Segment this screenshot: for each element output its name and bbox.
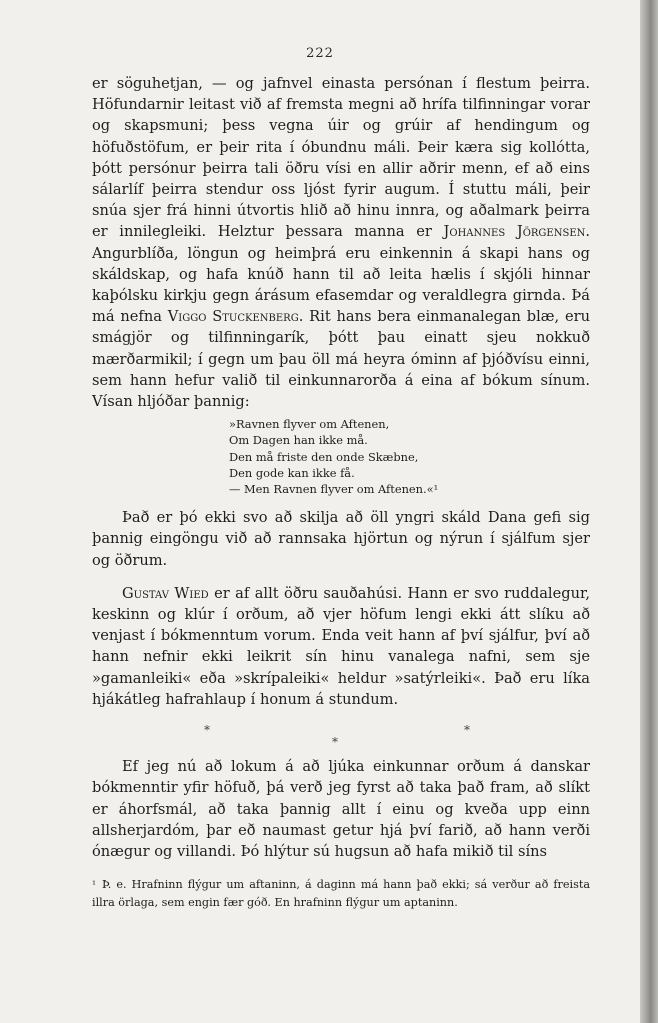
author-name-jorgensen: Johannes Jörgensen bbox=[443, 223, 586, 241]
separator-star: * bbox=[204, 723, 210, 738]
footnote-mark: ¹ bbox=[92, 880, 97, 891]
main-text bbox=[92, 73, 590, 862]
poem-quote bbox=[229, 416, 590, 497]
poem-line: Den må friste den onde Skæbne, bbox=[229, 449, 419, 464]
paragraph-4: Ef jeg nú að lokum á að ljúka einkunnar orðum á danskar bókmenntir yfir höfuð, þá verð jeg fyrst að taka það fram, að slíkt er áhorfsmál, að taka þannig allt í einu og kveða upp einn allsherjardóm, þar eð naumast getur hjá því farið, að hann verði ónægur og villandi. Þó hlýtur sú hugsun að hafa mikið til síns bbox=[92, 758, 590, 860]
page-number: 222 bbox=[306, 46, 334, 61]
separator-star: * bbox=[332, 735, 338, 750]
author-name-stuckenberg: Viggo Stuckenberg bbox=[167, 308, 299, 326]
paragraph-2: Það er þó ekki svo að skilja að öll yngri skáld Dana gefi sig þannig eingöngu við að rannsaka hjörtun og nýrun í sjálfum sjer og öðrum. bbox=[92, 509, 590, 569]
separator-star: * bbox=[464, 723, 470, 738]
poem-line: — Men Ravnen flyver om Aftenen.«¹ bbox=[229, 482, 439, 497]
section-separator bbox=[92, 710, 590, 756]
author-name-wied: Gustav Wied bbox=[122, 584, 209, 602]
poem-line: »Ravnen flyver om Aftenen, bbox=[229, 417, 390, 432]
poem-line: Om Dagen han ikke må. bbox=[229, 433, 368, 448]
poem-line: Den gode kan ikke få. bbox=[229, 465, 355, 480]
paragraph-3: Gustav Wied er af allt öðru sauðahúsi. Hann er svo ruddalegur, keskinn og klúr í orðum, að vjer höfum lengi ekki átt slíku að venjast í bókmenntum vorum. Enda veit hann af því sjálfur, því að hann nefnir ekki leikrit sín hinu vanalega nafni, sem sje »gamanleiki« eða »skrípaleiki« heldur »satýrleiki«. Það eru líka hjákátleg hafrahlaup í honum á stundum. bbox=[92, 584, 590, 708]
footnote-text: Þ. e. Hrafninn flýgur um aftaninn, á daginn má hann það ekki; sá verður að freista illra örlaga, sem engin fær góð. En hrafninn flýgur um aptaninn. bbox=[92, 878, 590, 909]
paragraph-1: er söguhetjan, — og jafnvel einasta persónan í flestum þeirra. Höfundarnir leitast við af fremsta megni að hrífa tilfinningar vorar og skapsmuni; þess vegna úir og grúir af hendingum og höfuðstöfum, er þeir rita í óbundnu máli. Þeir kæra sig kollótta, þótt persónur þeirra tali öðru vísi en allir aðrir menn, ef að eins sálarlíf þeirra stendur oss ljóst fyrir augum. Í stuttu máli, þeir snúa sjer frá hinni útvortis hlið að hinu innra, og aðalmark þeirra er innilegleiki. Helztur þessara manna er Johannes Jörgensen. Angurblíða, löngun og heimþrá eru einkennin á skapi hans og skáldskap, og hafa knúð hann til að leita hælis í skjóli hinnar kaþólsku kirkju gegn árásum efasemdar og veraldlegra girnda. Þá má nefna Viggo Stuckenberg. Rit hans bera einmanalegan blæ, eru smágjör og tilfinningarík, þótt þau einatt sjeu nokkuð mærðarmikil; í gegn um þau öll má heyra óminn af þjóðvísu einni, sem hann hefur valið til einkunnarorða á eina af bókum sínum. Vísan hljóðar þannig: bbox=[92, 75, 591, 411]
footnote bbox=[92, 877, 590, 911]
book-spine bbox=[640, 0, 658, 1023]
